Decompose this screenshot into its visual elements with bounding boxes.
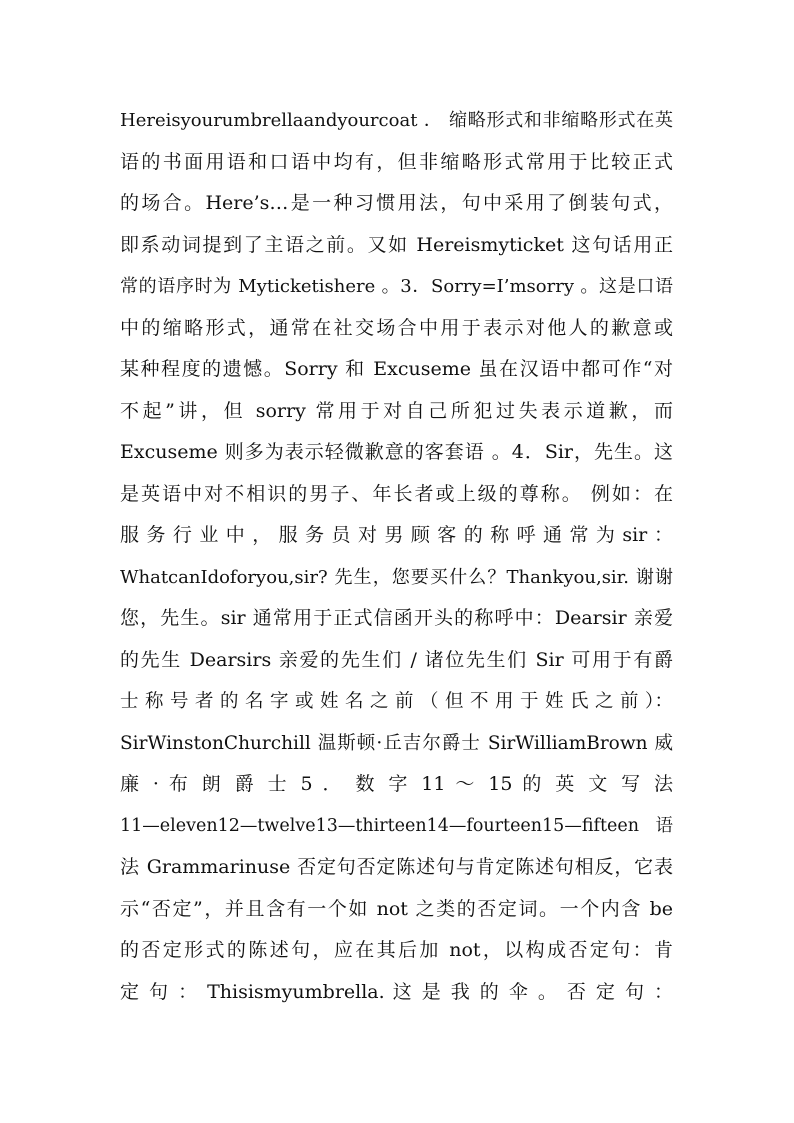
text-line: WhatcanIdoforyou,sir? 先生，您要买什么？Thankyou,sir. 谢谢: [120, 566, 673, 588]
text-line: 廉 · 布 朗 爵 士 5 ． 数 字 11 ～ 15 的 英 文 写 法: [120, 773, 673, 795]
body-text: [120, 100, 673, 1013]
text-line: 士 称 号 者 的 名 字 或 姓 名 之 前 （ 但 不 用 于 姓 氏 之 前 ）：: [120, 691, 673, 712]
text-line: 语的书面用语和口语中均有，但非缩略形式常用于比较正式: [120, 150, 673, 173]
text-line: Excuseme 则多为表示轻微歉意的客套语 。4．Sir，先生。这: [120, 441, 673, 463]
text-line: 常的语序时为 Myticketishere 。3．Sorry=I’msorry 。这是口语: [120, 276, 673, 297]
text-line: 的否定形式的陈述句，应在其后加 not，以构成否定句：肯: [120, 939, 673, 961]
text-line: 某种程度的遗憾。Sorry 和 Excuseme 虽在汉语中都可作“对: [120, 358, 673, 380]
text-line: 的先生 Dearsirs 亲爱的先生们 / 诸位先生们 Sir 可用于有爵: [120, 648, 673, 671]
text-line: 中的缩略形式，通常在社交场合中用于表示对他人的歉意或: [120, 316, 673, 339]
text-line: 定 句 ： Thisismyumbrella. 这 是 我 的 伞 。 否 定 句 ：: [120, 980, 673, 1003]
text-line: 的场合。Here’s…是一种习惯用法，句中采用了倒装句式，: [120, 192, 673, 214]
text-line: 您，先生。sir 通常用于正式信函开头的称呼中：Dearsir 亲爱: [120, 607, 673, 629]
text-line: 服 务 行 业 中 ， 服 务 员 对 男 顾 客 的 称 呼 通 常 为 sir ：: [120, 524, 673, 546]
text-line: 示“否定”，并且含有一个如 not 之类的否定词。一个内含 be: [120, 897, 673, 920]
text-line: SirWinstonChurchill 温斯顿·丘吉尔爵士 SirWilliamBrown 威: [120, 732, 673, 754]
text-line: 11—eleven12—twelve13—thirteen14—fourteen15—fifteen 语: [120, 815, 673, 836]
text-line: 是英语中对不相识的男子、年长者或上级的尊称。 例如：在: [120, 482, 673, 505]
text-line: 法 Grammarinuse 否定句否定陈述句与肯定陈述句相反，它表: [120, 856, 673, 878]
text-line: 即系动词提到了主语之前。又如 Hereismyticket 这句话用正: [120, 233, 673, 256]
text-line: Hereisyourumbrellaandyourcoat ． 缩略形式和非缩略形式在英: [120, 110, 673, 131]
text-line: 不起”讲，但 sorry 常用于对自己所犯过失表示道歉，而: [120, 399, 673, 422]
